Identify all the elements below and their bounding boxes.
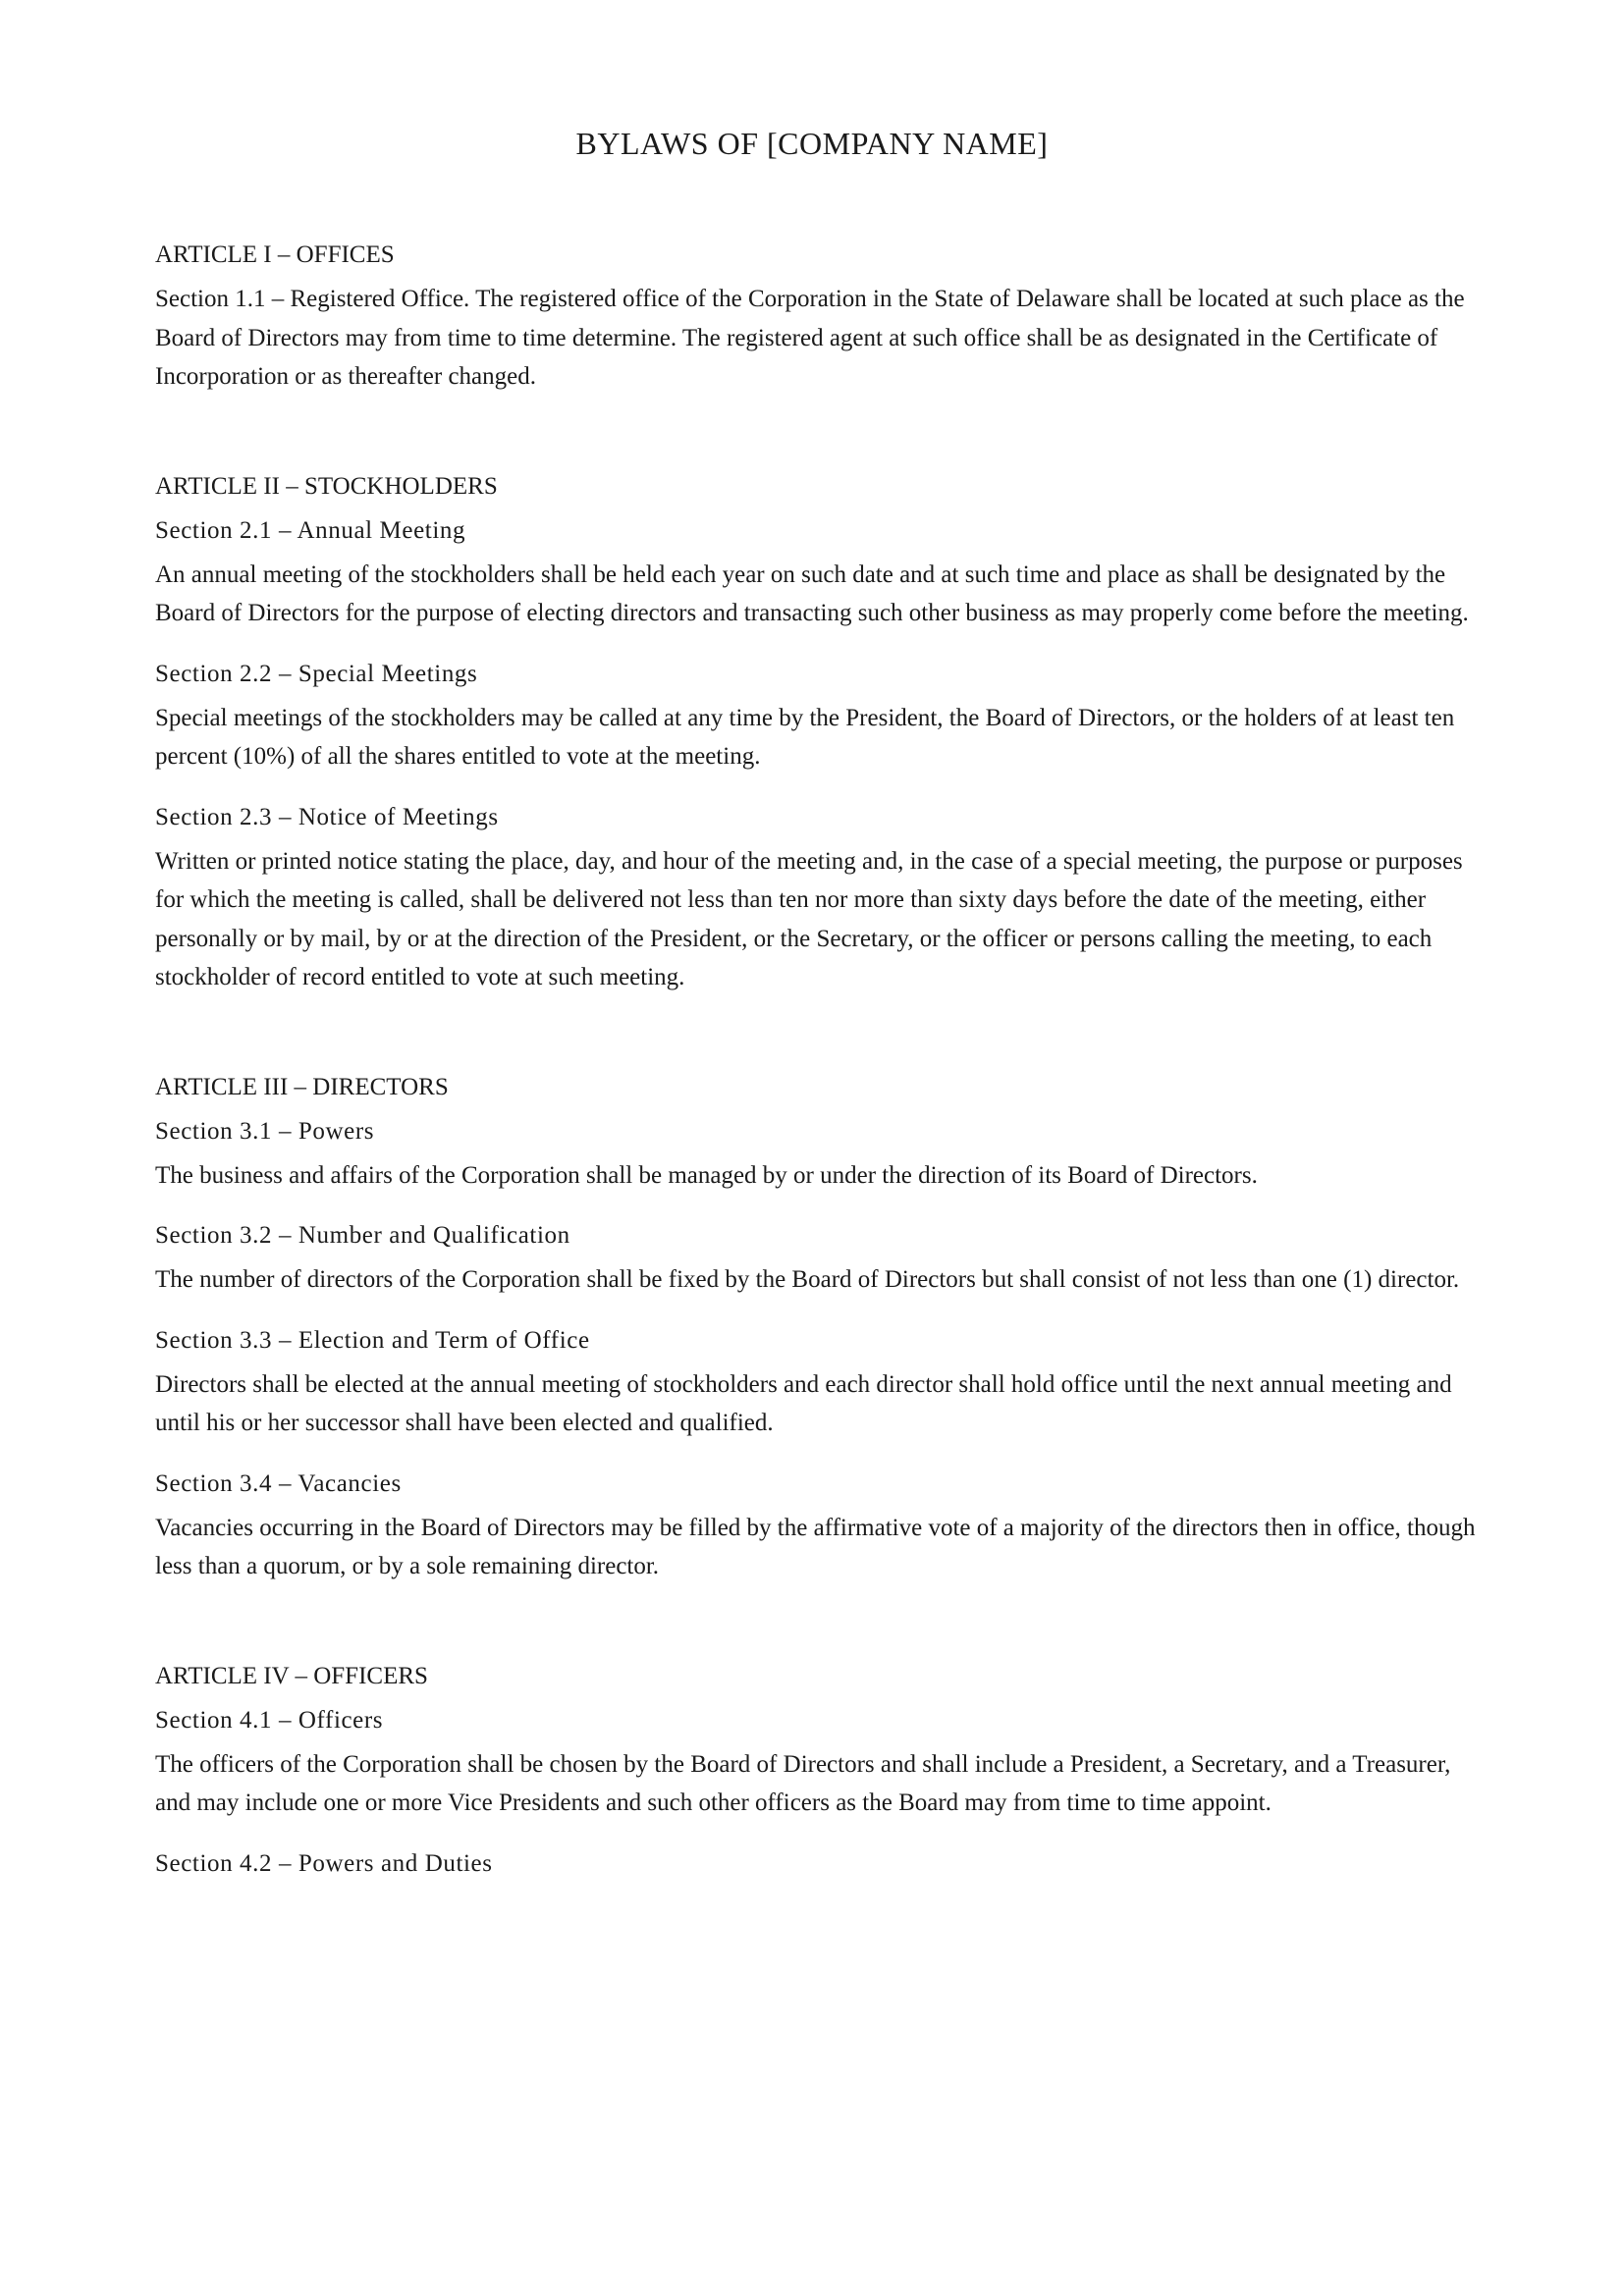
section-heading: Section 4.2 – Powers and Duties xyxy=(155,1849,493,1877)
section-body: The officers of the Corporation shall be chosen by the Board of Directors and shall include a President, a Secretary, and a Treasurer, and may include one or more Vice Presidents and such other officers as the Board may from time to time appoint. xyxy=(155,1750,1451,1816)
section-2-3 xyxy=(155,798,1476,997)
section-inline-heading: Section 1.1 – Registered Office. xyxy=(155,286,470,312)
section-heading: Section 2.1 – Annual Meeting xyxy=(155,516,466,544)
section-body xyxy=(155,280,1476,397)
section-body-text: The registered office of the Corporation in the State of Delaware shall be located at such place as the Board of Directors may from time to time determine. The registered agent at such office shall be as designated in the Certificate of Incorporation or as thereafter changed. xyxy=(155,286,1465,390)
section-body: An annual meeting of the stockholders shall be held each year on such date and at such time and place as shall be designated by the Board of Directors for the purpose of electing directors and transacting such other business as may properly come before the meeting. xyxy=(155,561,1469,626)
section-heading: Section 3.3 – Election and Term of Office xyxy=(155,1326,590,1354)
section-3-3 xyxy=(155,1321,1476,1443)
article-heading: ARTICLE III – DIRECTORS xyxy=(155,1073,449,1100)
section-heading: Section 3.4 – Vacancies xyxy=(155,1469,402,1497)
section-body: The number of directors of the Corporation shall be fixed by the Board of Directors but shall consist of not less than one (1) director. xyxy=(155,1266,1460,1293)
section-body: The business and affairs of the Corporation shall be managed by or under the direction of its Board of Directors. xyxy=(155,1161,1258,1189)
section-3-2 xyxy=(155,1216,1476,1300)
section-body: Written or printed notice stating the place, day, and hour of the meeting and, in the case of a special meeting, the purpose or purposes for which the meeting is called, shall be delivered not less than ten nor more than sixty days before the date of the meeting, either personally or by mail, by or at the direction of the President, or the Secretary, or the officer or persons calling the meeting, to each stockholder of record entitled to vote at such meeting. xyxy=(155,847,1463,990)
article-heading: ARTICLE II – STOCKHOLDERS xyxy=(155,472,498,500)
article-4 xyxy=(155,1657,1476,1883)
article-3 xyxy=(155,1068,1476,1586)
article-heading: ARTICLE IV – OFFICERS xyxy=(155,1662,428,1689)
document-title: BYLAWS OF [COMPANY NAME] xyxy=(575,126,1049,161)
section-4-1 xyxy=(155,1701,1476,1823)
section-2-2 xyxy=(155,655,1476,776)
section-heading: Section 3.2 – Number and Qualification xyxy=(155,1222,570,1249)
section-3-4 xyxy=(155,1465,1476,1586)
section-4-2 xyxy=(155,1844,1476,1883)
section-heading: Section 3.1 – Powers xyxy=(155,1117,375,1145)
section-body: Directors shall be elected at the annual meeting of stockholders and each director shall hold office until the next annual meeting and until his or her successor shall have been elected and qualified. xyxy=(155,1370,1452,1436)
article-1 xyxy=(155,236,1476,397)
section-heading: Section 2.2 – Special Meetings xyxy=(155,660,478,687)
section-body: Vacancies occurring in the Board of Directors may be filled by the affirmative vote of a majority of the directors then in office, though less than a quorum, or by a sole remaining director. xyxy=(155,1514,1476,1579)
section-3-1 xyxy=(155,1112,1476,1196)
section-2-1 xyxy=(155,511,1476,633)
article-2 xyxy=(155,467,1476,997)
document-content xyxy=(155,236,1476,1953)
section-heading: Section 2.3 – Notice of Meetings xyxy=(155,803,499,830)
section-heading: Section 4.1 – Officers xyxy=(155,1706,384,1734)
article-heading: ARTICLE I – OFFICES xyxy=(155,241,395,268)
section-1-1 xyxy=(155,280,1476,397)
section-body: Special meetings of the stockholders may be called at any time by the President, the Board of Directors, or the holders of at least ten percent (10%) of all the shares entitled to vote at the meeting. xyxy=(155,704,1455,770)
